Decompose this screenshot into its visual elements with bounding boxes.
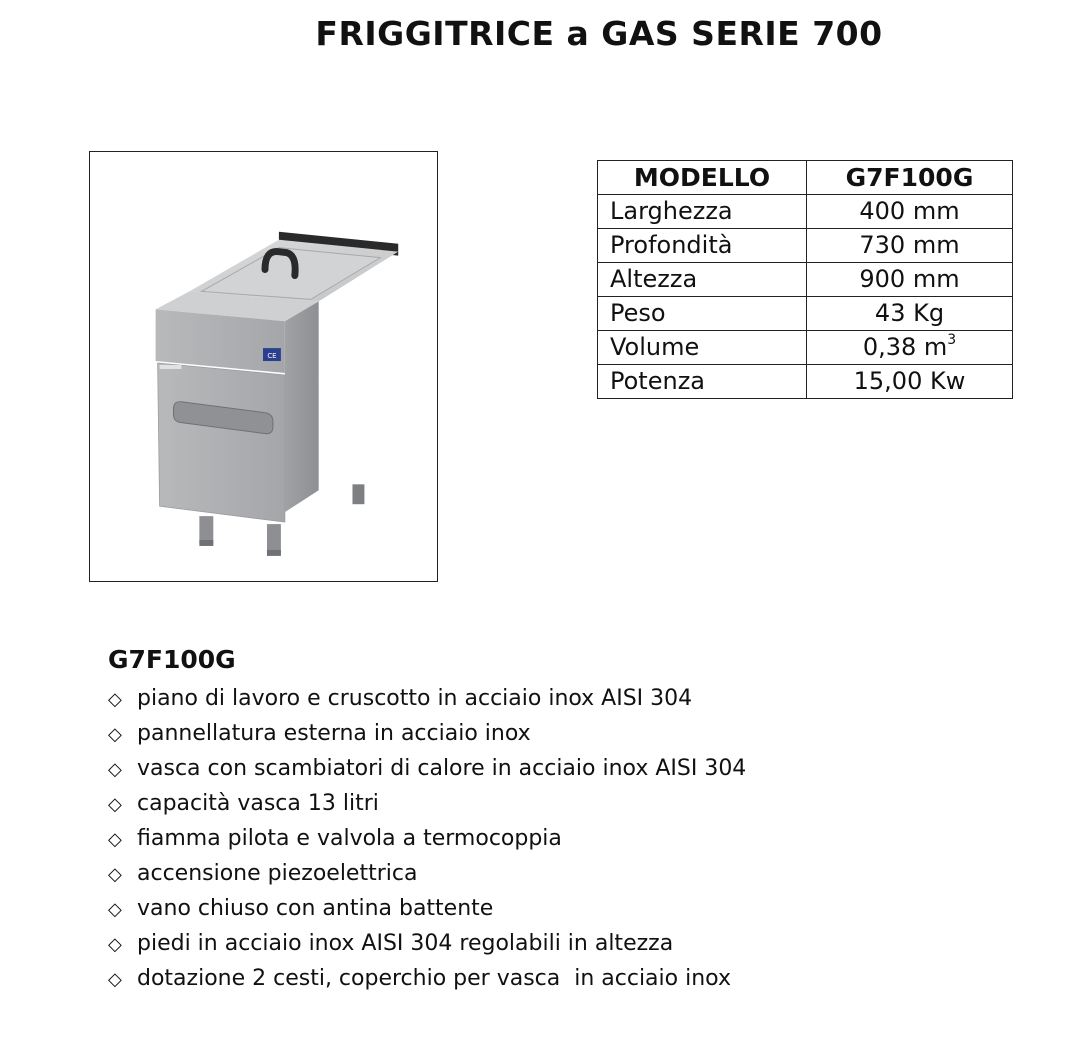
feature-text: fiamma pilota e valvola a termocoppia bbox=[137, 826, 562, 851]
spec-value: 730 mm bbox=[807, 229, 1013, 263]
volume-value: 0,38 m bbox=[862, 333, 948, 361]
spec-row bbox=[598, 331, 1013, 365]
panel-label bbox=[160, 365, 182, 369]
feature-text: piano di lavoro e cruscotto in acciaio inox AISI 304 bbox=[137, 686, 693, 711]
feature-item bbox=[108, 856, 746, 891]
feature-item bbox=[108, 891, 746, 926]
spec-label: Volume bbox=[598, 331, 807, 365]
fryer-illustration bbox=[90, 152, 437, 581]
ce-badge-label: CE bbox=[267, 352, 277, 361]
cabinet-side bbox=[285, 301, 319, 512]
feature-item bbox=[108, 961, 746, 996]
spec-value bbox=[807, 331, 1013, 365]
spec-row bbox=[598, 263, 1013, 297]
diamond-bullet-icon: ◇ bbox=[108, 969, 122, 990]
feature-text: capacità vasca 13 litri bbox=[137, 791, 379, 816]
diamond-bullet-icon: ◇ bbox=[108, 794, 122, 815]
volume-unit-exponent: 3 bbox=[947, 332, 957, 348]
feature-text: vasca con scambiatori di calore in acciaio inox AISI 304 bbox=[137, 756, 747, 781]
feature-item bbox=[108, 716, 746, 751]
spec-header-model-value: G7F100G bbox=[807, 161, 1013, 195]
feature-text: dotazione 2 cesti, coperchio per vasca in acciaio inox bbox=[137, 966, 731, 991]
diamond-bullet-icon: ◇ bbox=[108, 864, 122, 885]
feature-list bbox=[108, 681, 746, 996]
diamond-bullet-icon: ◇ bbox=[108, 934, 122, 955]
spec-value: 400 mm bbox=[807, 195, 1013, 229]
spec-label: Altezza bbox=[598, 263, 807, 297]
feature-text: piedi in acciaio inox AISI 304 regolabili in altezza bbox=[137, 931, 674, 956]
product-image-frame bbox=[89, 151, 438, 582]
spec-value: 900 mm bbox=[807, 263, 1013, 297]
diamond-bullet-icon: ◇ bbox=[108, 689, 122, 710]
feature-text: vano chiuso con antina battente bbox=[137, 896, 494, 921]
diamond-bullet-icon: ◇ bbox=[108, 759, 122, 780]
feature-text: pannellatura esterna in acciaio inox bbox=[137, 721, 531, 746]
spec-row bbox=[598, 229, 1013, 263]
feature-item bbox=[108, 926, 746, 961]
spec-label: Peso bbox=[598, 297, 807, 331]
spec-value: 15,00 Kw bbox=[807, 365, 1013, 399]
spec-label: Potenza bbox=[598, 365, 807, 399]
spec-row bbox=[598, 195, 1013, 229]
feature-item bbox=[108, 821, 746, 856]
foot-front-right bbox=[267, 524, 281, 554]
spec-label: Larghezza bbox=[598, 195, 807, 229]
spec-row bbox=[598, 365, 1013, 399]
feature-item bbox=[108, 681, 746, 716]
page-title: FRIGGITRICE a GAS SERIE 700 bbox=[315, 14, 883, 53]
model-heading: G7F100G bbox=[108, 645, 236, 674]
diamond-bullet-icon: ◇ bbox=[108, 724, 122, 745]
spec-header-model-label: MODELLO bbox=[598, 161, 807, 195]
spec-label: Profondità bbox=[598, 229, 807, 263]
feature-text: accensione piezoelettrica bbox=[137, 861, 418, 886]
feature-item bbox=[108, 786, 746, 821]
spec-row bbox=[598, 297, 1013, 331]
foot-front-left bbox=[199, 516, 213, 544]
spec-table bbox=[597, 160, 1013, 399]
diamond-bullet-icon: ◇ bbox=[108, 829, 122, 850]
spec-value: 43 Kg bbox=[807, 297, 1013, 331]
cabinet-door bbox=[158, 363, 285, 522]
foot-back-right bbox=[352, 484, 364, 504]
diamond-bullet-icon: ◇ bbox=[108, 899, 122, 920]
feature-item bbox=[108, 751, 746, 786]
spec-table-header bbox=[598, 161, 1013, 195]
